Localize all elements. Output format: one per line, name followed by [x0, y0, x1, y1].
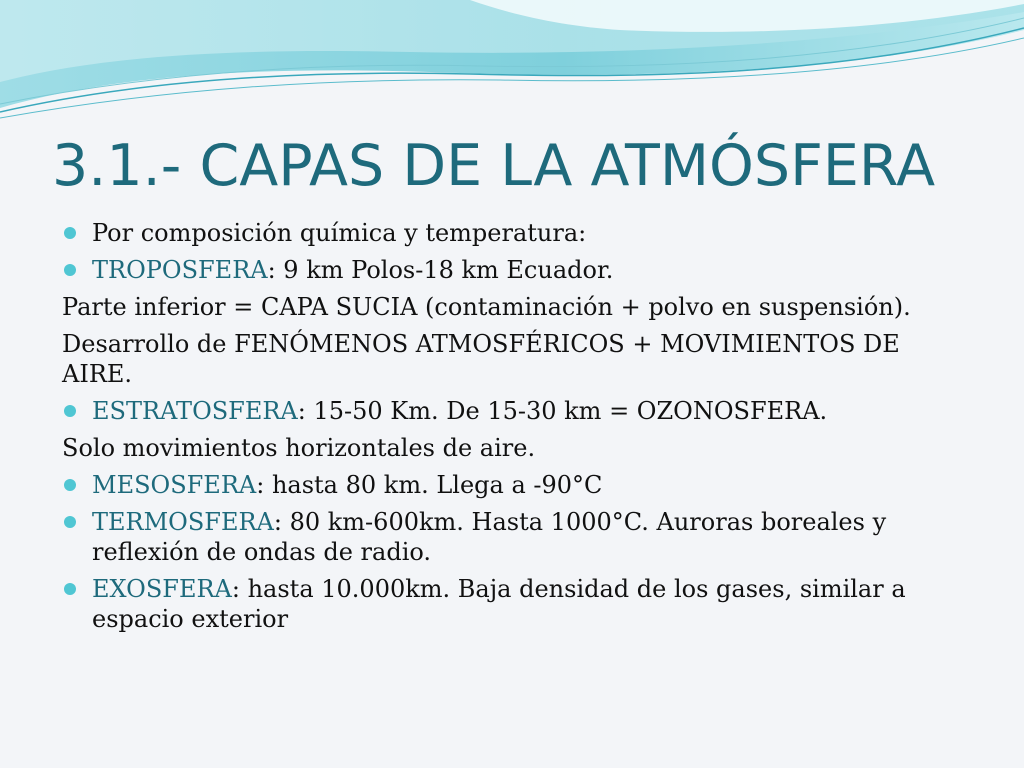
list-item	[62, 433, 974, 463]
list-item	[62, 396, 974, 426]
bullet-dot-icon	[64, 264, 76, 276]
item-text: : 15-50 Km. De 15-30 km = OZONOSFERA.	[297, 397, 828, 425]
item-text: : 9 km Polos-18 km Ecuador.	[267, 256, 614, 284]
layer-keyword: EXOSFERA	[92, 575, 232, 603]
item-text: : hasta 80 km. Llega a -90°C	[256, 471, 603, 499]
bullet-dot-icon	[64, 479, 76, 491]
list-item	[62, 574, 974, 634]
list-item	[62, 470, 974, 500]
list-item	[62, 329, 974, 389]
item-text: : hasta 10.000km. Baja densidad de los gases, similar a espacio exterior	[92, 575, 906, 633]
bullet-dot-icon	[64, 405, 76, 417]
bullet-list	[62, 218, 974, 641]
layer-keyword: TERMOSFERA	[92, 508, 274, 536]
list-item	[62, 507, 974, 567]
list-item	[62, 218, 974, 248]
item-text: Parte inferior = CAPA SUCIA (contaminación + polvo en suspensión).	[62, 293, 911, 321]
bullet-dot-icon	[64, 227, 76, 239]
layer-keyword: TROPOSFERA	[92, 256, 268, 284]
slide-title: 3.1.- CAPAS DE LA ATMÓSFERA	[52, 133, 936, 199]
layer-keyword: MESOSFERA	[92, 471, 257, 499]
bullet-dot-icon	[64, 583, 76, 595]
item-text: Solo movimientos horizontales de aire.	[62, 434, 536, 462]
item-text: Por composición química y temperatura:	[92, 219, 587, 247]
list-item	[62, 255, 974, 285]
layer-keyword: ESTRATOSFERA	[92, 397, 298, 425]
item-text: : 80 km-600km. Hasta 1000°C. Auroras boreales y reflexión de ondas de radio.	[92, 508, 887, 566]
header-wave-decoration	[0, 0, 1024, 130]
bullet-dot-icon	[64, 516, 76, 528]
list-item	[62, 292, 974, 322]
item-text: Desarrollo de FENÓMENOS ATMOSFÉRICOS + MOVIMIENTOS DE AIRE.	[62, 330, 900, 388]
